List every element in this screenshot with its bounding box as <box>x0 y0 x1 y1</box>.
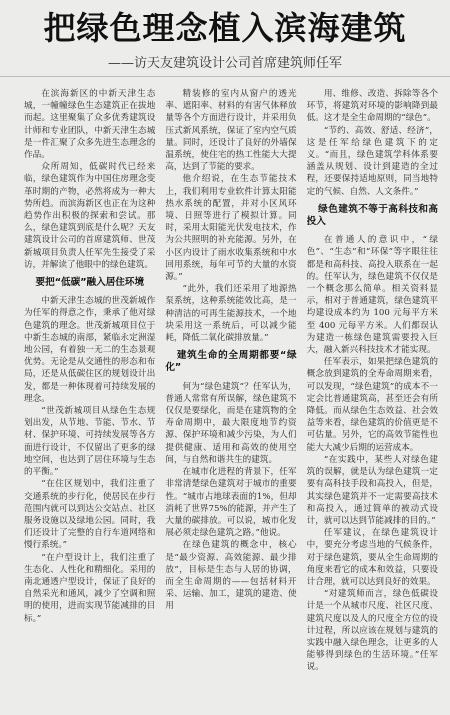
paragraph: 众所周知，低碳时代已经来临，绿色建筑作为中国住房理念变革时期的产物，必然将成为一种大势所趋。而滨海新区也正在为这种趋势作出积极的探索和尝试。那么，绿色建筑到底是什么呢？天友建筑设计公司的首席建筑师、世茂新城项目负责人任军先生接受了采访，并解读了他眼中的绿色建筑。 <box>24 162 156 270</box>
paragraph: “在户型设计上，我们注重了生态化、人性化和精细化。采用的南北通透户型设计，保证了良好的自然采光和通风，减少了空调和照明的使用，进而实现节能减排的目标。” <box>24 552 156 624</box>
paragraph: 任军建议，在绿色建筑设计中，要充分考虑当地的气候条件，对于绿色建筑，要从全生命周期的角度来看它的成本和效益，只要设计合理，就可以达到良好的效果。 <box>306 528 438 587</box>
paragraph: 任军表示，如果把绿色建筑的概念放到建筑的全寿命周期来看，可以发现，“绿色建筑”的成本不一定会比普通建筑高，甚至还会有所降低。而从绿色生态效益、社会效益等来看，绿色建筑的价值更是不可估量。另外，它的高效节能性也能大大减少后期的运营成本。 <box>306 357 438 453</box>
paragraph: “对建筑师而言，绿色低碳设计是一个从城市尺度、社区尺度、建筑尺度以及人的尺度全方位的设计过程，所以应该在规划与建筑的实践中融入绿色理念，让更多的人能够得到绿色的生活环境。”任军说。 <box>306 589 438 673</box>
section-heading: 绿色建筑不等于高科技和高投入 <box>306 203 438 228</box>
paragraph: 何为“绿色建筑”？任军认为，普通人常常有所误解，绿色建筑不仅仅是要绿化，而是在建筑物的全寿命周期中，最大限度地节约资源、保护环境和减少污染，为人们提供健康、适用和高效的使用空间，与自然和谐共生的建筑。 <box>165 381 297 465</box>
section-heading: 要把“低碳”融入居住环境 <box>35 277 145 289</box>
paragraph: “在住区规划中，我们注重了交通系统的步行化，使居民在步行范围内就可以到达公交站点、社区服务设施以及绿地公园。同时，我们还设计了完整的自行车道网络和慢行系统。” <box>24 479 156 551</box>
paragraph: “世茂新城项目从绿色生态规划出发，从节地、节能、节水、节材、保护环境、可持续发展等各方面进行设计，不仅留出了更多的绿地空间，也达到了居住环境与生态的平衡。” <box>24 406 156 478</box>
paragraph: “在实践中，某些人对绿色建筑的误解，就是认为绿色建筑一定要有高科技手段和高投入，但是，其实绿色建筑并不一定需要高技术和高投入，通过简单的被动式设计，就可以达到节能减排的目的。” <box>306 454 438 526</box>
column-3 <box>307 88 438 710</box>
column-1 <box>24 88 155 710</box>
paragraph: 中新天津生态城的世茂新城作为任军的得意之作，秉承了他对绿色建筑的理念。世茂新城项目位于中新生态城的南部，紧临永定洲湿地公园，有着独一无二的生态景观优势。无论是从交通性的形态和布局，还是从低碳住区的规划设计出发，都是一种体现着可持续发展的理念。 <box>24 296 156 404</box>
title-divider <box>0 76 450 77</box>
paragraph: 在普通人的意识中，“绿色”、“生态”和“环保”等字眼往往都是和高科技、高投入联系在一起的。任军认为，绿色建筑不仅仅是一个概念那么简单。相关资料显示，相对于普通建筑，绿色建筑平均建设成本约为 100 元每平方米至 400 元每平方米。人们都误认为建造一栋绿色建筑需要投入巨大，融入新兴科技技术才能实现。 <box>306 235 438 356</box>
paragraph: 在城市化进程的背景下，任军非常清楚绿色建筑对于城市的重要性。“城市占地球表面的1%，但却消耗了世界75%的能源，并产生了大量的碳排放。可以说，城市化发展必须走绿色建筑之路。”他说。 <box>165 467 297 539</box>
paragraph: 他介绍说，在生态节能技术上，我们利用专业软件计算太阳能热水系统的配置，并对小区风环境、日照等进行了模拟计算。同时，采用太阳能光伏发电技术，作为公共照明的补充能源。另外，在小区内设计了雨水收集系统和中水回用系统，每年可节约大量的水资源。” <box>165 174 297 283</box>
paragraph: “此外，我们还采用了地源热泵系统，这种系统能效比高，是一种清洁的可再生能源技术，一个地块采用这一系统后，可以减少能耗，降低二氧化碳排放量。” <box>165 284 297 344</box>
paragraph: 用、维修、改造、拆除等各个环节，将建筑对环境的影响降到最低。这才是全生命周期的“绿色”。 <box>306 89 438 124</box>
paragraph: 在滨海新区的中新天津生态城，一幢幢绿色生态建筑正在拔地而起。这里聚集了众多优秀建筑设计师和专业团队，中新天津生态城是一件汇聚了众多先进生态理念的作品。 <box>24 89 156 161</box>
paragraph: 在绿色建筑的概念中，核心是“最少资源、高效能源、最少排放”，目标是生态与人居的协调，而全生命周期的——包括材料开采、运输、加工，建筑的建造、使用 <box>165 540 297 612</box>
section-heading: 建筑生命的全周期都要“绿化” <box>165 350 297 374</box>
article-body <box>24 88 438 710</box>
column-2 <box>165 88 296 710</box>
paragraph: “节约、高效、舒适、经济”，这是任军给绿色建筑下的定义。“而且，绿色建筑学科体系要涵盖从规划、设计到建造的全过程，还要保持适地原则，同当地特定的气候、自然、人文条件。” <box>306 125 438 197</box>
article-title: 把绿色理念植入滨海建筑 <box>43 9 407 47</box>
paragraph: 精装修的室内从窗户的透光率、遮阳率、材料的有害气体释放量等各个方面进行设计，并采用负压式新风系统，保证了室内空气质量。同时，还设计了良好的外墙保温系统，使住宅的热工性能大大提高，达到了节能的要求。 <box>165 89 297 173</box>
article-subtitle: ——访天友建筑设计公司首席建筑师任军 <box>107 56 342 71</box>
